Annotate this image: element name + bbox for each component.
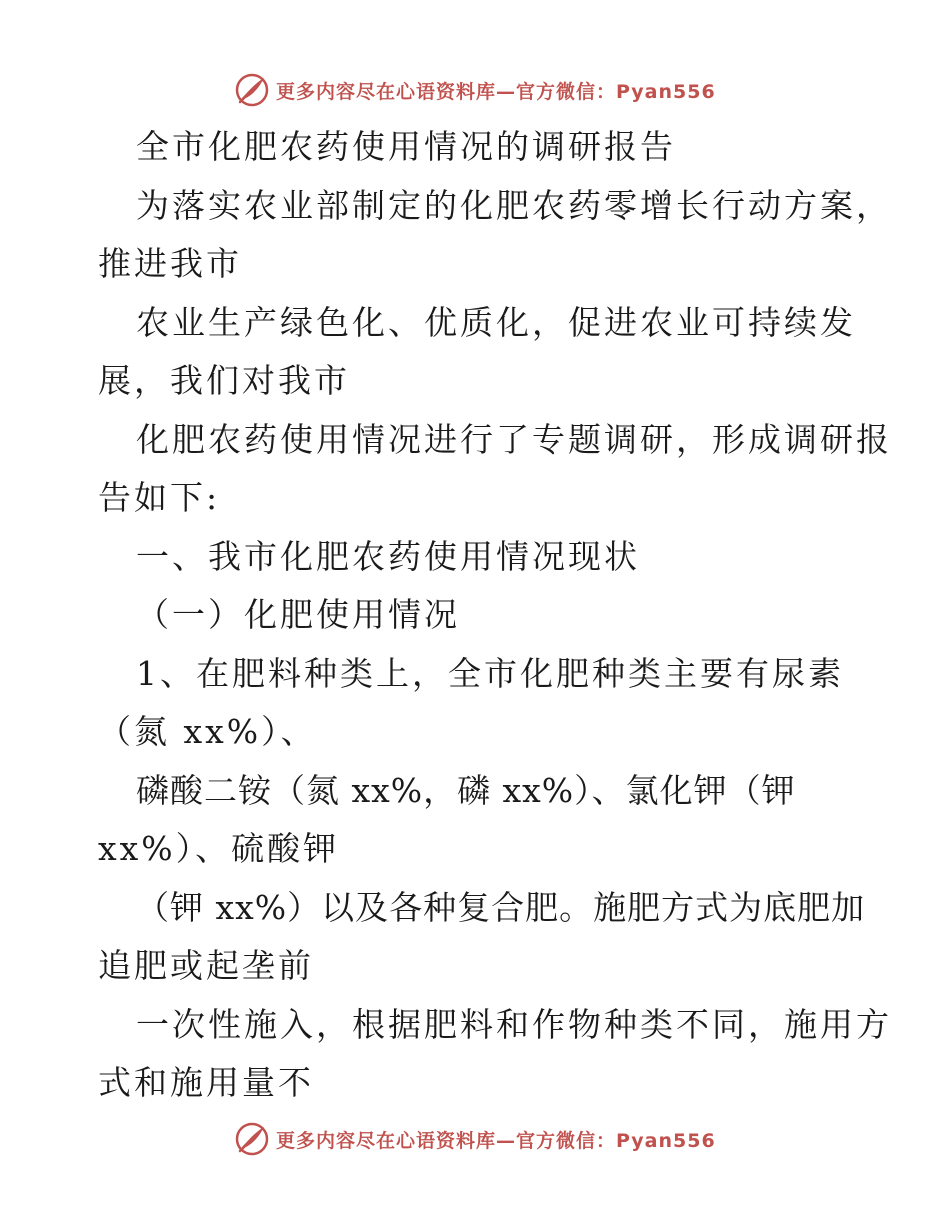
- paragraph-line: xx%）、硫酸钾: [98, 829, 340, 868]
- paragraph-line: 农业生产绿色化、优质化，促进农业可持续发: [136, 302, 856, 342]
- header-watermark-banner: [234, 72, 716, 108]
- paragraph-line: 一次性施入，根据肥料和作物种类不同，施用方: [136, 1004, 892, 1044]
- paragraph-line: （钾 xx%）以及各种复合肥。施肥方式为底肥加: [136, 887, 866, 927]
- quill-logo-icon: [234, 1121, 270, 1157]
- paragraph-line: 磷酸二铵（氮 xx%，磷 xx%）、氯化钾（钾: [136, 770, 796, 810]
- watermark-text: 更多内容尽在心语资料库—官方微信：Pyan556: [276, 80, 716, 103]
- subsection-heading: （一）化肥使用情况: [136, 595, 460, 634]
- paragraph-line: 1、在肥料种类上，全市化肥种类主要有尿素: [136, 653, 844, 693]
- paragraph-line: 展，我们对我市: [98, 361, 350, 400]
- paragraph-line: 化肥农药使用情况进行了专题调研，形成调研报: [136, 419, 892, 459]
- quill-logo-icon: [234, 72, 270, 108]
- document-body: [98, 118, 892, 1113]
- footer-watermark-banner: [234, 1121, 716, 1157]
- paragraph-line: 告如下:: [98, 478, 221, 517]
- watermark-text: 更多内容尽在心语资料库—官方微信：Pyan556: [276, 1129, 716, 1152]
- paragraph-line: （氮 xx%）、: [98, 712, 317, 751]
- paragraph-line: 追肥或起垄前: [98, 946, 314, 985]
- paragraph-line: 式和施用量不: [98, 1063, 314, 1102]
- section-heading: 一、我市化肥农药使用情况现状: [136, 536, 640, 576]
- document-title: 全市化肥农药使用情况的调研报告: [136, 127, 676, 166]
- paragraph-line: 推进我市: [98, 244, 242, 283]
- paragraph-line: 为落实农业部制定的化肥农药零增长行动方案，: [136, 185, 892, 225]
